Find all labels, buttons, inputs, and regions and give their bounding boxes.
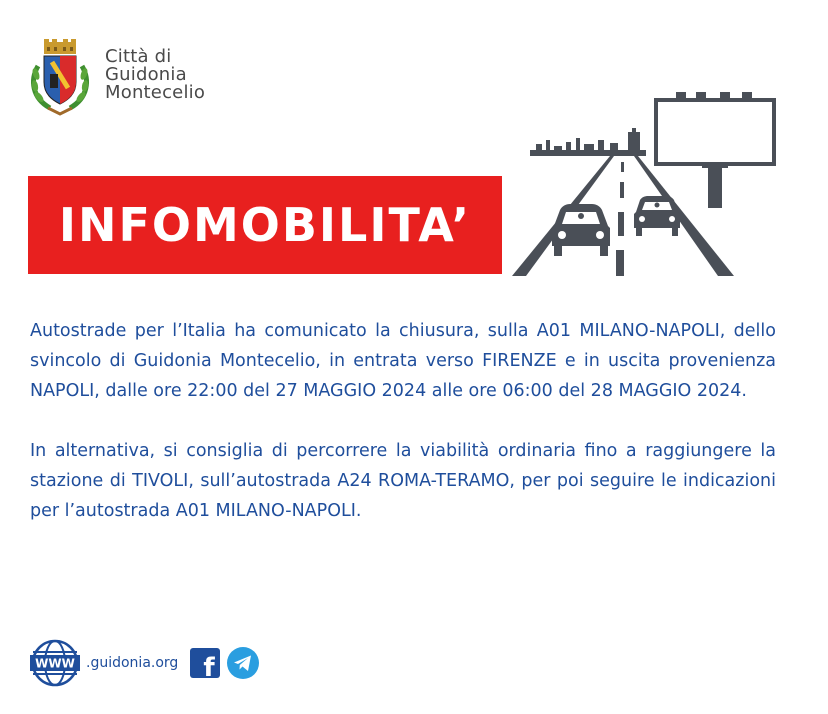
infomobilita-banner	[28, 176, 502, 274]
facebook-letter: f	[203, 653, 215, 678]
announcement-text	[30, 316, 776, 526]
city-name	[105, 48, 205, 102]
city-name-line2: Guidonia	[105, 64, 187, 85]
globe-www-icon[interactable]	[28, 638, 82, 688]
city-name-line1: Città di	[105, 46, 172, 67]
www-label: WWW	[35, 656, 75, 671]
website-link[interactable]: .guidonia.org	[86, 655, 179, 671]
closure-paragraph: Autostrade per l’Italia ha comunicato la chiusura, sulla A01 MILANO-NAPOLI, dello svincolo di Guidonia Montecelio, in entrata verso FIRENZE e in uscita provenienza NAPOLI, dalle ore 22:00 del 27 MAGGIO 2024 alle ore 06:00 del 28 MAGGIO 2024.	[30, 321, 776, 401]
telegram-icon[interactable]	[226, 646, 260, 680]
city-name-line3: Montecelio	[105, 82, 206, 103]
footer	[28, 638, 260, 688]
road-billboard-illustration	[512, 88, 802, 278]
banner-title: INFOMOBILITA’	[58, 198, 472, 252]
city-coat-of-arms-logo	[28, 38, 92, 116]
facebook-icon[interactable]	[190, 648, 220, 678]
alternative-route-paragraph: In alternativa, si consiglia di percorrere la viabilità ordinaria fino a raggiungere la stazione di TIVOLI, sull’autostrada A24 ROMA-TERAMO, per poi seguire le indicazioni per l’autostrada A01 MILANO-NAPOLI.	[30, 441, 776, 521]
